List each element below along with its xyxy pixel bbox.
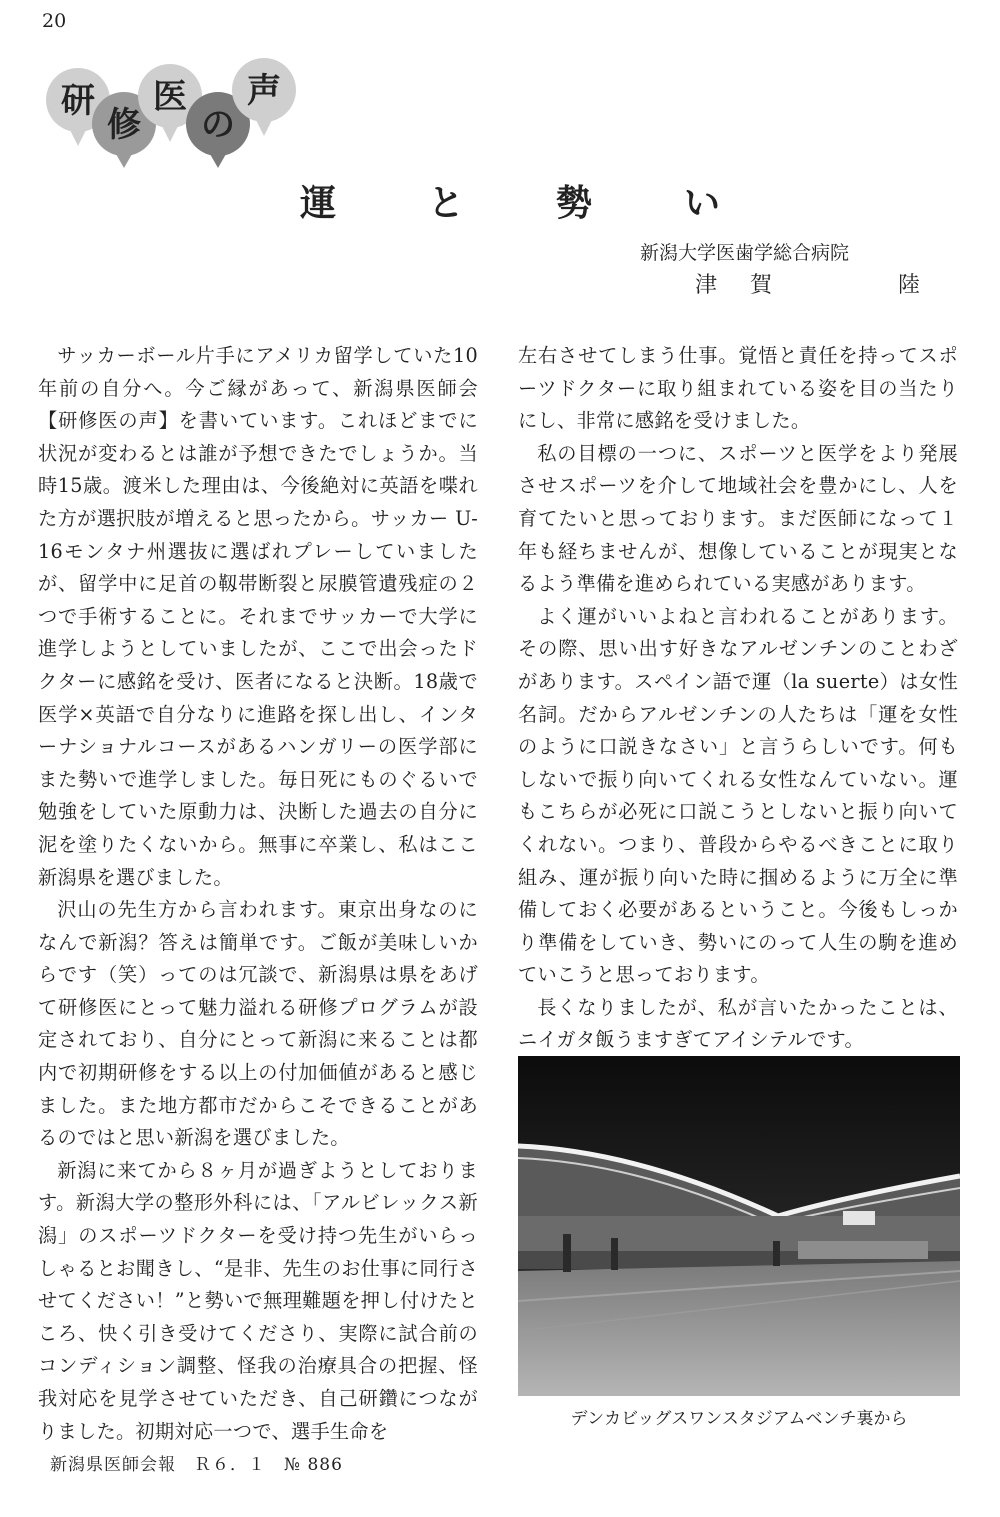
paragraph: 新潟に来てから８ヶ月が過ぎようとしております。新潟大学の整形外科には、「アルビレックス新潟」のスポーツドクターを受け持つ先生がいらっしゃるとお聞きし、“是非、先生のお仕事に同行させてください！”と勢いで無理難題を押し付けたところ、快く引き受けてくださり、実際に試合前のコンディション調整、怪我の治療具合の把握、怪我対応を見学させていただき、自己研鑽につながりました。初期対応一つで、選手生命を [38, 1158, 478, 1443]
article-body-left [38, 340, 478, 1448]
author-char-3: 陸 [897, 273, 920, 298]
title-char-2: と [427, 182, 464, 224]
logo-char-4: の [201, 105, 235, 145]
paragraph: 長くなりましたが、私が言いたかったことは、ニイガタ飯うますぎてアイシテルです。 [518, 995, 958, 1052]
stadium-photo [518, 1056, 960, 1396]
section-logo [42, 50, 312, 170]
logo-char-5: 声 [247, 71, 281, 111]
logo-char-1: 研 [61, 81, 95, 121]
paragraph: 沢山の先生方から言われます。東京出身なのになんで新潟？答えは簡単です。ご飯が美味しいからです（笑）ってのは冗談で、新潟県は県をあげて研修医にとって魅力溢れる研修プログラムが設定されており、自分にとって新潟に来ることは都内で初期研修をする以上の付加価値があると感じました。また地方都市だからこそできることがあるのではと思い新潟を選びました。 [38, 898, 478, 1150]
page-number: 20 [42, 10, 67, 32]
article-title [300, 175, 720, 226]
photo-caption: デンカビッグスワンスタジアムベンチ裏から [570, 1409, 908, 1429]
author-char-1: 津 [695, 273, 718, 298]
author-name [695, 268, 920, 299]
page-footer: 新潟県医師会報 Ｒ６．１ № 886 [50, 1455, 343, 1475]
paragraph: 私の目標の一つに、スポーツと医学をより発展させスポーツを介して地域社会を豊かにし、人を育てたいと思っております。まだ医師になって１年も経ちませんが、想像していることが現実となるよう準備を進められている実感があります。 [518, 441, 958, 596]
logo-char-3: 医 [153, 77, 187, 117]
title-char-1: 運 [300, 182, 337, 224]
logo-char-2: 修 [107, 105, 141, 145]
paragraph: サッカーボール片手にアメリカ留学していた10年前の自分へ。今ご縁があって、新潟県医師会【研修医の声】を書いています。これほどまでに状況が変わるとは誰が予想できたでしょうか。当時15歳。渡米した理由は、今後絶対に英語を喋れた方が選択肢が増えると思ったから。サッカー U-16モンタナ州選抜に選ばれプレーしていましたが、留学中に足首の靱帯断裂と尿膜管遺残症の２つで手術することに。それまでサッカーで大学に進学しようとしていましたが、ここで出会ったドクターに感銘を受け、医者になると決断。18歳で医学×英語で自分なりに進路を探し出し、インターナショナルコースがあるハンガリーの医学部にまた勢いで進学しました。毎日死にものぐるいで勉強をしていた原動力は、決断した過去の自分に泥を塗りたくないから。無事に卒業し、私はここ新潟県を選びました。 [38, 344, 478, 889]
title-char-4: い [683, 182, 720, 224]
paragraph: よく運がいいよねと言われることがあります。その際、思い出す好きなアルゼンチンのことわざがあります。スペイン語で運（la suerte）は女性名詞。だからアルゼンチンの人たちは「運を女性のように口説きなさい」と言うらしいです。何もしないで振り向いてくれる女性なんていない。運もこちらが必死に口説こうとしないと振り向いてくれない。つまり、普段からやるべきことに取り組み、運が振り向いた時に掴めるように万全に準備しておく必要があるということ。今後もしっかり準備をしていき、勢いにのって人生の駒を進めていこうと思っております。 [518, 604, 958, 987]
article-body-right [518, 340, 958, 1057]
author-char-2: 賀 [750, 273, 773, 298]
title-char-3: 勢 [555, 182, 592, 224]
author-affiliation: 新潟大学医歯学総合病院 [640, 242, 850, 264]
paragraph: 左右させてしまう仕事。覚悟と責任を持ってスポーツドクターに取り組まれている姿を目の当たりにし、非常に感銘を受けました。 [518, 344, 958, 433]
